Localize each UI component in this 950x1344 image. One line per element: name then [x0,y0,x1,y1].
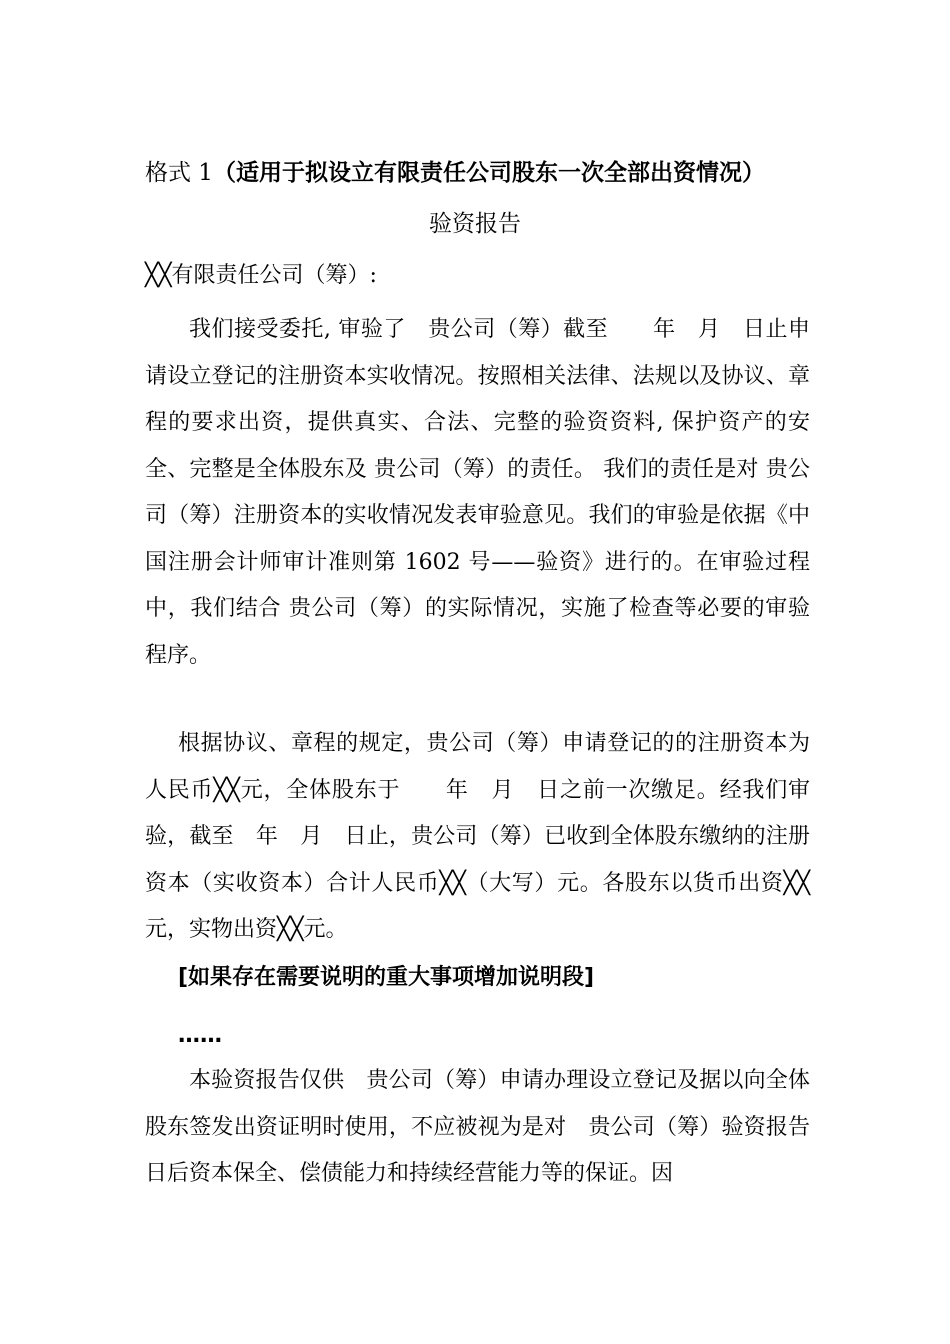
format-description: （适用于拟设立有限责任公司股东一次全部出资情况） [212,160,765,186]
addressee: ╳╳有限责任公司（筹）: [145,263,377,288]
format-heading [145,153,765,193]
paragraph-engagement: 我们接受委托, 审验了 贵公司（筹）截至 年 月 日止申请设立登记的注册资本实收情况。按照相关法律、法规以及协议、章程的要求出资，提供真实、合法、完整的验资资料, 保护资产的安全、完整是全体股东及 贵公司（筹）的责任。 我们的责任是对 贵公司（筹）注册资本的实收情况发表审验意见。我们的审验是依据《中国注册会计师审计准则第 1602 号——验资》进行的。在审验过程中，我们结合 贵公司（筹）的实际情况，实施了检查等必要的审验程序。 [145,317,810,668]
paragraph-usage-restriction: 本验资报告仅供 贵公司（筹）申请办理设立登记及据以向全体股东签发出资证明时使用，不应被视为是对 贵公司（筹）验资报告日后资本保全、偿债能力和持续经营能力等的保证。因 [145,1068,810,1186]
paragraph-capital-verification: 根据协议、章程的规定，贵公司（筹）申请登记的的注册资本为人民币╳╳元，全体股东于 年 月 日之前一次缴足。经我们审验，截至 年 月 日止，贵公司（筹）已收到全体股东缴纳的注册资本（实收资本）合计人民币╳╳（大写）元。各股东以货币出资╳╳元，实物出资╳╳元。 [145,731,810,942]
document-title: 验资报告 [429,211,521,237]
explanatory-note: [如果存在需要说明的重大事项增加说明段] [178,965,595,990]
ellipsis: …… [178,1023,222,1048]
format-label: 格式 1 [145,160,213,186]
